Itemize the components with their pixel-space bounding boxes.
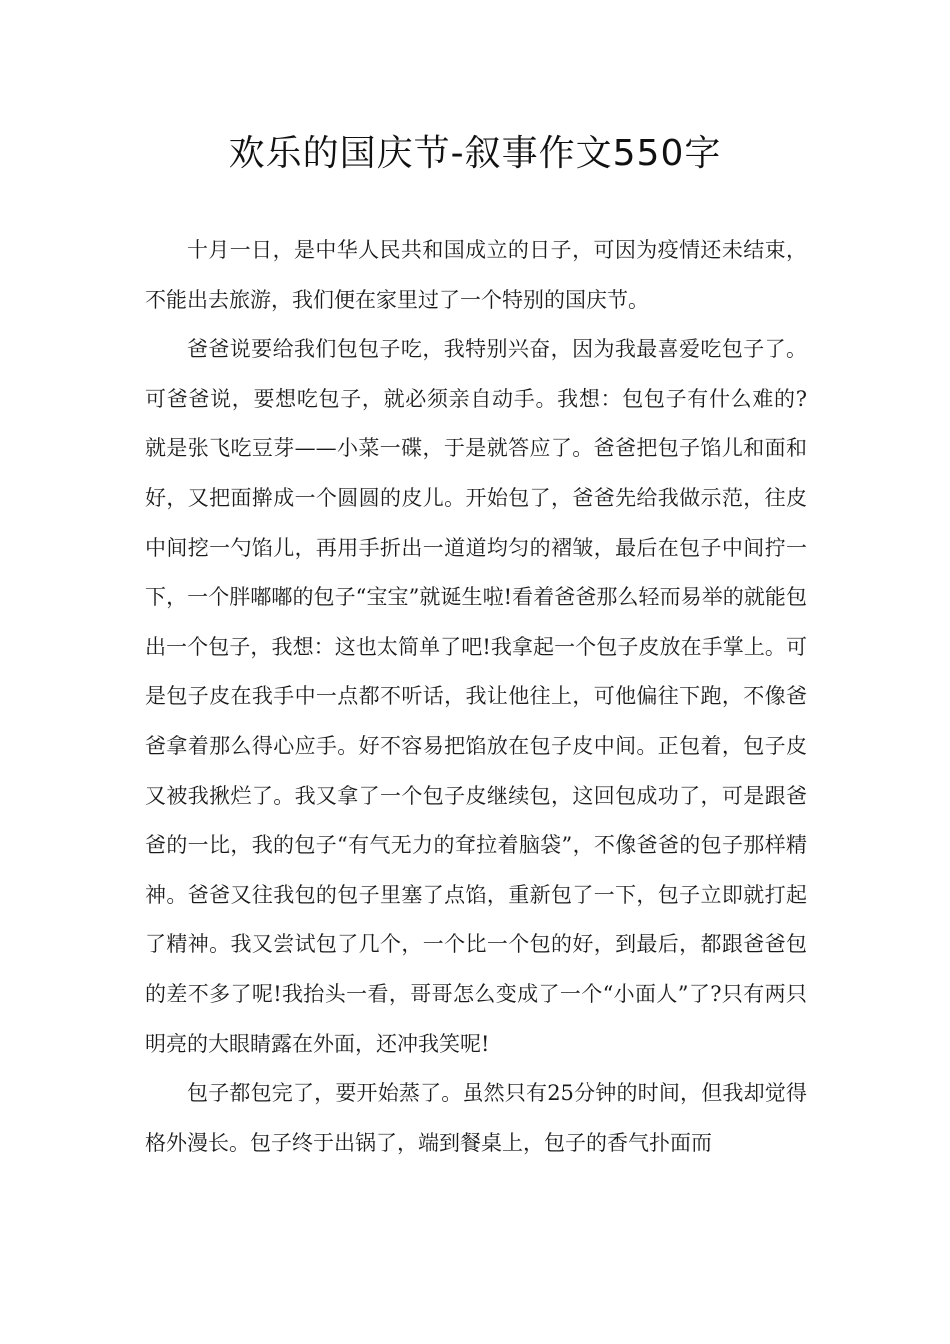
paragraph-3: 包子都包完了，要开始蒸了。虽然只有25分钟的时间，但我却觉得格外漫长。包子终于出锅了，端到餐桌上，包子的香气扑面而 <box>145 1081 807 1155</box>
document-body <box>145 226 807 1168</box>
document-title: 欢乐的国庆节-叙事作文550字 <box>228 133 722 174</box>
paragraph-1: 十月一日，是中华人民共和国成立的日子，可因为疫情还未结束，不能出去旅游，我们便在家里过了一个特别的国庆节。 <box>145 238 807 312</box>
paragraph-2: 爸爸说要给我们包包子吃，我特别兴奋，因为我最喜爱吃包子了。可爸爸说，要想吃包子，就必须亲自动手。我想：包包子有什么难的?就是张飞吃豆芽——小菜一碟，于是就答应了。爸爸把包子馅儿和面和好，又把面擀成一个圆圆的皮儿。开始包了，爸爸先给我做示范，往皮中间挖一勺馅儿，再用手折出一道道均匀的褶皱，最后在包子中间拧一下，一个胖嘟嘟的包子“宝宝”就诞生啦!看着爸爸那么轻而易举的就能包出一个包子，我想：这也太简单了吧!我拿起一个包子皮放在手掌上。可是包子皮在我手中一点都不听话，我让他往上，可他偏往下跑，不像爸爸拿着那么得心应手。好不容易把馅放在包子皮中间。正包着，包子皮又被我揪烂了。我又拿了一个包子皮继续包，这回包成功了，可是跟爸爸的一比，我的包子“有气无力的耷拉着脑袋”，不像爸爸的包子那样精神。爸爸又往我包的包子里塞了点馅，重新包了一下，包子立即就打起了精神。我又尝试包了几个，一个比一个包的好，到最后，都跟爸爸包的差不多了呢!我抬头一看，哥哥怎么变成了一个“小面人”了?只有两只明亮的大眼睛露在外面，还冲我笑呢! <box>145 337 807 1056</box>
